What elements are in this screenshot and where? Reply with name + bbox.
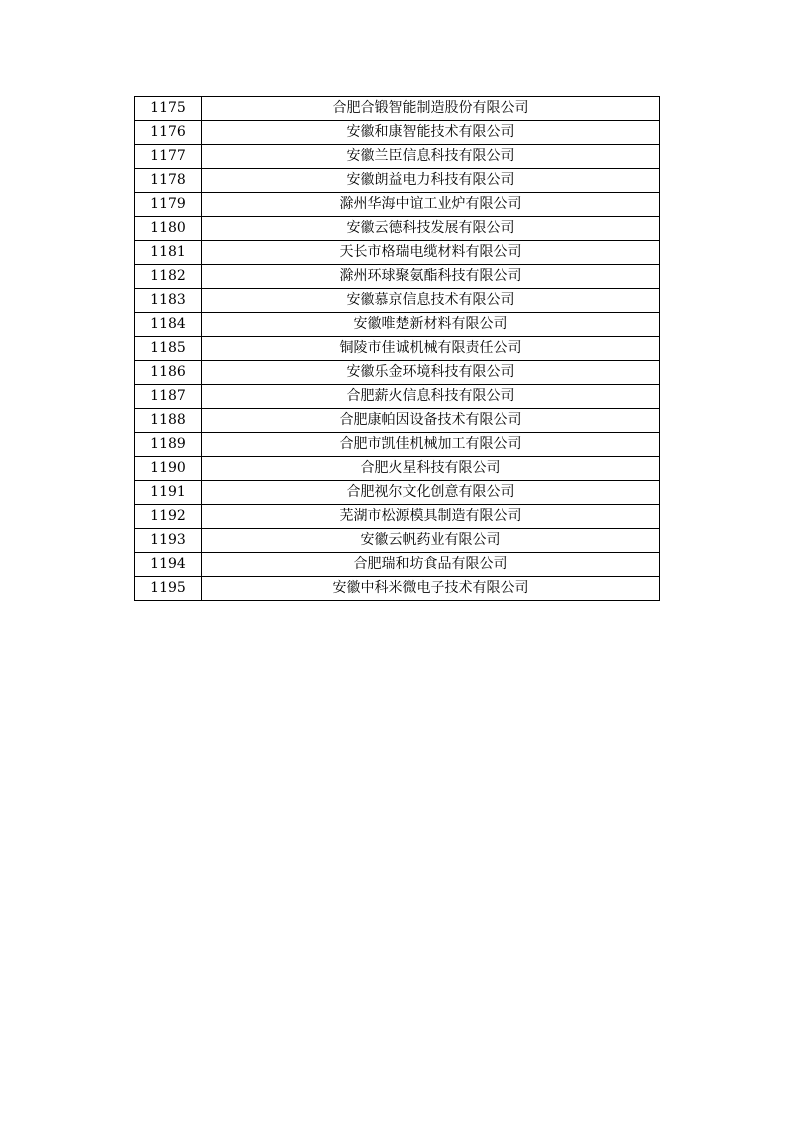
row-number-cell: 1190 [135,457,202,481]
company-name-cell: 安徽云德科技发展有限公司 [202,217,660,241]
company-name-cell: 铜陵市佳诚机械有限责任公司 [202,337,660,361]
company-name-cell: 安徽云帆药业有限公司 [202,529,660,553]
company-name-cell: 合肥瑞和坊食品有限公司 [202,553,660,577]
table-row [135,241,660,265]
row-number-cell: 1183 [135,289,202,313]
row-number-cell: 1186 [135,361,202,385]
table-row [135,481,660,505]
table-body [135,97,660,601]
row-number-cell: 1175 [135,97,202,121]
table-row [135,265,660,289]
table-row [135,193,660,217]
company-name-cell: 芜湖市松源模具制造有限公司 [202,505,660,529]
table-row [135,385,660,409]
row-number-cell: 1184 [135,313,202,337]
table-row [135,577,660,601]
row-number-cell: 1178 [135,169,202,193]
table-row [135,433,660,457]
row-number-cell: 1193 [135,529,202,553]
row-number-cell: 1189 [135,433,202,457]
row-number-cell: 1177 [135,145,202,169]
row-number-cell: 1181 [135,241,202,265]
company-name-cell: 安徽朗益电力科技有限公司 [202,169,660,193]
table-row [135,529,660,553]
row-number-cell: 1187 [135,385,202,409]
table-row [135,313,660,337]
row-number-cell: 1192 [135,505,202,529]
company-name-cell: 天长市格瑞电缆材料有限公司 [202,241,660,265]
company-name-cell: 安徽中科米微电子技术有限公司 [202,577,660,601]
company-name-cell: 合肥市凯佳机械加工有限公司 [202,433,660,457]
table-row [135,169,660,193]
row-number-cell: 1179 [135,193,202,217]
row-number-cell: 1191 [135,481,202,505]
company-name-cell: 安徽兰臣信息科技有限公司 [202,145,660,169]
company-name-cell: 安徽和康智能技术有限公司 [202,121,660,145]
table-row [135,553,660,577]
table-row [135,121,660,145]
company-list-table [134,96,660,601]
table-row [135,505,660,529]
table-row [135,361,660,385]
table-row [135,337,660,361]
table-row [135,97,660,121]
table-row [135,289,660,313]
row-number-cell: 1194 [135,553,202,577]
company-name-cell: 滁州环球聚氨酯科技有限公司 [202,265,660,289]
company-name-cell: 安徽慕京信息技术有限公司 [202,289,660,313]
row-number-cell: 1182 [135,265,202,289]
company-name-cell: 安徽唯楚新材料有限公司 [202,313,660,337]
table-row [135,409,660,433]
table-row [135,217,660,241]
company-name-cell: 滁州华海中谊工业炉有限公司 [202,193,660,217]
company-name-cell: 安徽乐金环境科技有限公司 [202,361,660,385]
row-number-cell: 1176 [135,121,202,145]
company-name-cell: 合肥火星科技有限公司 [202,457,660,481]
company-name-cell: 合肥薪火信息科技有限公司 [202,385,660,409]
table-row [135,457,660,481]
row-number-cell: 1180 [135,217,202,241]
row-number-cell: 1185 [135,337,202,361]
company-name-cell: 合肥视尔文化创意有限公司 [202,481,660,505]
company-name-cell: 合肥康帕因设备技术有限公司 [202,409,660,433]
company-name-cell: 合肥合锻智能制造股份有限公司 [202,97,660,121]
row-number-cell: 1195 [135,577,202,601]
row-number-cell: 1188 [135,409,202,433]
table-row [135,145,660,169]
